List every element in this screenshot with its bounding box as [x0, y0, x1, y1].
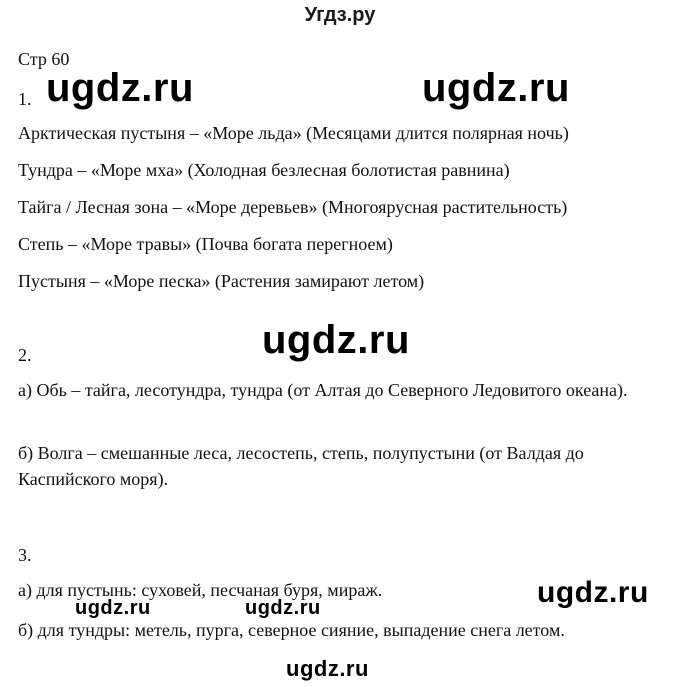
watermark-logo: ugdz.ru	[422, 66, 570, 110]
task-3-answer-b: б) для тундры: метель, пурга, северное сияние, выпадение снега летом.	[18, 620, 565, 640]
task-1-line-taiga: Тайга / Лесная зона – «Море деревьев» (Многоярусная растительность)	[18, 197, 568, 217]
task-2-number: 2.	[18, 345, 32, 365]
watermark-logo: ugdz.ru	[245, 597, 321, 619]
watermark-logo: ugdz.ru	[46, 66, 194, 110]
task-2-answer-b: б) Волга – смешанные леса, лесостепь, степь, полупустыни (от Валдая до Каспийского моря).	[18, 443, 584, 489]
watermark-logo: ugdz.ru	[262, 318, 410, 362]
page-label: Стр 60	[18, 49, 70, 69]
task-1-line-steppe: Степь – «Море травы» (Почва богата перегноем)	[18, 234, 393, 254]
site-title: Угдз.ру	[304, 4, 376, 26]
task-3-answer-a: а) для пустынь: суховей, песчаная буря, мираж.	[18, 580, 383, 600]
watermark-logo: ugdz.ru	[75, 597, 151, 619]
task-3-number: 3.	[18, 545, 32, 565]
watermark-logo: ugdz.ru	[537, 576, 649, 609]
task-2-answer-a: а) Обь – тайга, лесотундра, тундра (от Алтая до Северного Ледовитого океана).	[18, 380, 628, 400]
task-1-line-arctic: Арктическая пустыня – «Море льда» (Месяцами длится полярная ночь)	[18, 123, 569, 143]
task-1-line-desert: Пустыня – «Море песка» (Растения замирают летом)	[18, 271, 425, 291]
watermark-logo: ugdz.ru	[286, 656, 369, 681]
task-1-line-tundra: Тундра – «Море мха» (Холодная безлесная болотистая равнина)	[18, 160, 510, 180]
task-1-number: 1.	[18, 89, 32, 109]
